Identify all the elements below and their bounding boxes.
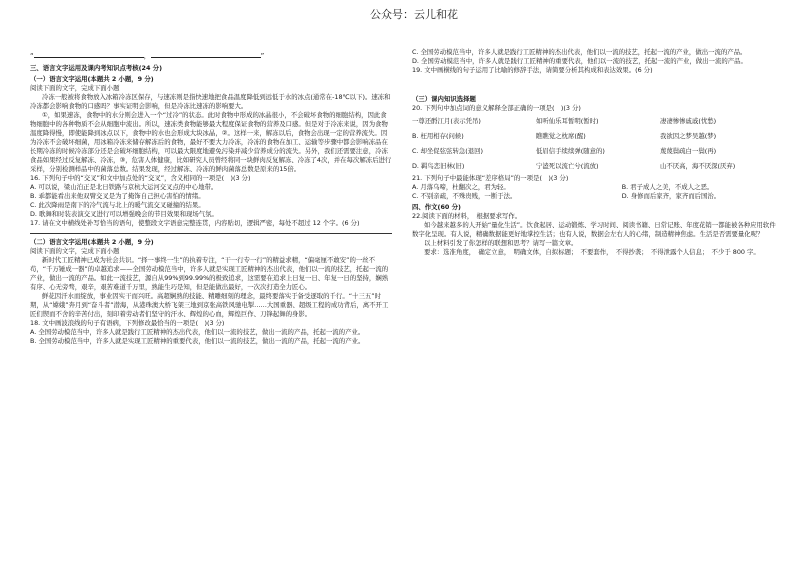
answer-blank-line: “ ， ” [30, 52, 265, 60]
q18-option-b: B. 全国劳动模范当中，许多人就是实现工匠精神的重要代表，他们以一流的技艺，做出一流的产品，托起一流的产业。 [30, 337, 365, 345]
blank-underline-1 [34, 50, 144, 58]
q20-row-a [412, 117, 780, 126]
question-19: 19. 文中画横线的句子运用了比喻的修辞手法，请简要分析其构成和表达效果。(6 分) [412, 66, 653, 74]
divider [30, 233, 392, 234]
q20-row-d [412, 162, 780, 171]
q16-option-c: C. 此次降雨是南下的冷气流与北上的暖气流交叉碰撞的结果。 [30, 201, 205, 209]
passage2-para-2: 鲜花因汗水而绽放，事业因实干而兴旺。高超娴熟的技能、精雕细刻的理念，最终要落实于备受逐取的千行。“十三五”时期，从“嫦娥”奔月到“奋斗者”潜海，从港珠澳大桥飞架三地到京张高铁风驰电掣……大国重器、超级工程的成功背后，离不开工匠们锲而不舍的辛苦付出，刻印着劳动者们坚守的汗水、辉煌的心血，辉煌巨作、刀锋起舞的身影。 [30, 292, 389, 318]
q20-c3: 蔑蔑鬓疏白一鬓(再) [660, 147, 717, 155]
q16-option-b: B. 乖都能看出来他双臂交叉是为了掩饰自己担心害怕的情绪。 [30, 192, 205, 200]
q20-d3: 山不厌高，海不厌深(厌弃) [660, 162, 736, 170]
part1-title: （一）语言文字运用(本题共 2 小题，9 分) [30, 75, 154, 83]
question-20: 20. 下列句中加点词的意义解释全部正确的一项是( )(3 分) [412, 104, 581, 112]
open-quote: “ [30, 52, 34, 60]
q20-d2: 宁溘死以流亡兮(流放) [536, 162, 599, 170]
passage1-para-1: 冷冻一般被将食物放入冰箱冷冻区保存，与速冻则是指快速地把食品温度降低到远低于水的冰点(通常在-18℃以下)。速冻和冷冻都会影响食物的口感吗？事实证明会影响，但是冷冻比速冻的影响要大。 [30, 93, 391, 110]
q20-c1: C. 却坐促弦弦转急(退回) [412, 147, 484, 155]
passage1-para-2: ①，如果速冻，食物中的水分则会进入一个“过冷”的状态。此时食物中形成的冰晶很小，不会破坏食物的细胞结构，因此食物细胞中的各种物质不会从细胞中流出。所以，速冻类食物能够最大程度保证食物的营养及口感。但是对于冷冻来说，因为食物温度降得慢，即使能降到冰点以下，食物中的水也会形成大块冰晶，②。这样一来，解冻以后，食物会出现一定的营养流失。因为冷冻不会破坏细菌，用冰箱冷冻来储存解冻后的食物，最好不要大力冷冻，冷冻的食物在加工、运输等步骤中都会影响冻品在长期冷冻的时候冷冻部分还是会破坏细胞结构，可以最大限度地避免污染并减少营养成分的流失。另外，我们还需要注意，冷冻食品如果经过反复解冻、冷冻，③，危害人体健康，比如研究人员曾经将同一块鲜肉反复解冻、冷冻了4次，并在每次解冻后进行采样，分别检测样品中的菌落总数。结果发现，经过解冻、冷冻的鲜肉菌落总数是原来的15倍。 [30, 111, 392, 173]
q22-requirements: 要求：选准角度， 确定立意， 明确文体，自拟标题； 不要套作， 不得抄袭； 不得泄露个人信息； 不少于 800 字。 [424, 248, 760, 256]
question-18: 18. 文中画波浪线的句子有语病，下列修改最恰当的一项是( )(3 分) [30, 319, 225, 327]
question-17: 17. 请在文中横线处补写恰当的语句，使整段文字语意完整连贯，内容贴切，逻辑严密，每处不超过 12 个字。(6 分) [30, 219, 360, 227]
part2-instruction: 阅读下面的文字，完成下面小题 [30, 247, 120, 255]
q16-option-a: A. 可以说，梁山泊正是北日铁路与京杭大运河交叉点的中心地带。 [30, 183, 218, 191]
q21-option-a: A. 月落乌啼，杜翻次之，君为轻。 [412, 183, 510, 191]
q20-d1: D. 羁鸟恋旧林(旧) [412, 162, 465, 170]
q20-c2: 低眉信手续续弹(随意的) [536, 147, 605, 155]
q21-row-1 [412, 183, 780, 192]
q18-option-a: A. 全国劳动模范当中，许多人就是践行工匠精神的杰出代表，他们以一流的技艺，做出一流的产品，托起一流的产业。 [30, 328, 365, 336]
watermark: 公众号：云儿和花 [370, 8, 458, 21]
part1-instruction: 阅读下面的文字，完成下面小题 [30, 84, 120, 92]
part2-title: （二）语言文字运用(本题共 2 小题，9 分) [30, 238, 154, 246]
blank-underline-2 [151, 50, 261, 58]
q20-a2: 如听仙乐耳暂明(暂时) [536, 117, 599, 125]
q20-row-c [412, 147, 780, 156]
section4-title: 四、作文(60 分) [412, 203, 461, 211]
left-column [30, 62, 392, 346]
q20-b3: 我欲因之梦吴越(梦) [660, 132, 717, 140]
q20-a3: 凄凄惨惨戚戚(忧愁) [660, 117, 717, 125]
q20-a1: 一尊还酹江月(表示凭吊) [412, 117, 481, 125]
q21-option-c: C. 不别亲疏，不殊贵贱，一断于法。 [412, 192, 517, 200]
section3-title: 三、语言文字运用及课内考知识点考核(24 分) [30, 64, 162, 72]
q20-row-b [412, 132, 780, 141]
q20-b1: B. 枉用相存(问候) [412, 132, 464, 140]
passage2-para-1: 新时代工匠精神已成为社会共识。“择一事终一生”的执着专注，“干一行专一行”的精益求精，“偏毫厘不敢安”的一丝不苟，“千万锤成一器”的卓越追求——全国劳动模范当中，许多人就是实现工匠精神的杰出代表，他们以一流的技艺，托起一流的产业，做出一流的产品。如此一流技艺，源自从99%到99.99%的极致追求，这需要在追求上日复一日、年复一日的坚持，娴熟有序、心无旁骛，艰辛，艰苦难道千万里，熟能生巧是知，但是能做出最好，一次次打造全力匠心。 [30, 256, 389, 291]
question-16: 16. 下列句子中的“交叉”和文中加点处的“交叉”，含义相同的一项是( )(3 分) [30, 174, 251, 182]
q22-task: 以上材料引发了你怎样的联想和思考？请写一篇文章。 [424, 239, 578, 247]
q21-option-d: D. 身修而后家齐，家齐而后国治。 [621, 192, 721, 200]
q20-b2: 瞧瞧觉之枕席(醒) [536, 132, 586, 140]
question-22: 22.阅读下面的材料， 根据要求写作。 [412, 212, 522, 220]
question-21: 21. 下列句子中最能体现“差序格局”的一项是( )(3 分) [412, 174, 569, 182]
q22-material: 如今越来越多的人开始“量化生活”。饮食起居、运动锻炼、学习时间、阅读书籍、日常记账、年度花销一都能被各种应用软件数字化呈现。有人说，精确数据能更好地掌控生活；也有人说，数据会左右人的心绪，制造精神焦虑。生活是否需要量化呢？ [412, 221, 776, 238]
q21-option-b: B. 君子成人之美，不成人之恶。 [621, 183, 714, 191]
section-b-title: （三）课内知识选择题 [412, 95, 476, 103]
right-column [412, 48, 780, 257]
q18-option-d: D. 全国劳动模范当中，许多人就是践行工匠精神的重要代表，他们以一流的技艺，托起一流的产业，做出一流的产品。 [412, 57, 747, 65]
q21-row-2 [412, 192, 780, 201]
q18-option-c: C. 全国劳动模范当中，许多人就是践行工匠精神的杰出代表，他们以一流的技艺，托起一流的产业，做出一流的产品。 [412, 48, 747, 56]
q16-option-d: D. 歌舞和时装表演交叉进行可以增强晚会的节目效果和现场气氛。 [30, 210, 218, 218]
